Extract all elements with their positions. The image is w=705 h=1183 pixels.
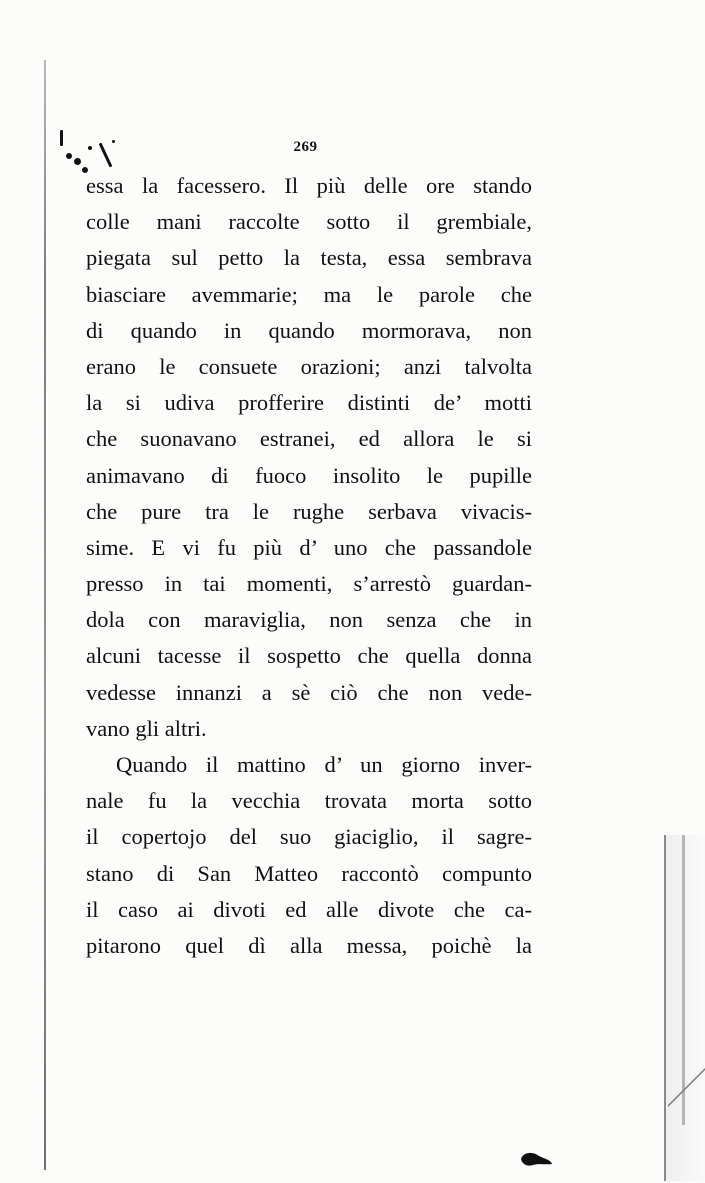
text-line: erano le consuete orazioni; anzi talvolta (86, 353, 532, 379)
ink-blot (519, 1150, 553, 1168)
text-line: stano di San Matteo raccontò compunto (86, 860, 532, 886)
paragraph-first-line: Quando il mattino d’ un giorno inver- (116, 752, 532, 777)
page-number: 269 (293, 139, 318, 155)
text-line: nale fu la vecchia trovata morta sotto (86, 788, 532, 814)
text-line: che pure tra le rughe serbava vivacis- (86, 498, 532, 524)
text-line: animavano di fuoco insolito le pupille (86, 462, 532, 488)
text-line: biasciare avemmarie; ma le parole che (86, 281, 532, 307)
text-line: sime. E vi fu più d’ uno che passandole (86, 534, 532, 560)
text-line: il copertojo del suo giaciglio, il sagre- (86, 824, 532, 850)
text-line: vedesse innanzi a sè ciò che non vede- (86, 679, 532, 705)
text-line: vano gli altri. (86, 715, 207, 741)
text-line: colle mani raccolte sotto il grembiale, (86, 209, 532, 235)
adjacent-page-edge (664, 835, 705, 1181)
text-line: dola con maraviglia, non senza che in (86, 607, 532, 633)
body-text (86, 168, 532, 964)
text-line: la si udiva profferire distinti de’ motti (86, 390, 532, 416)
text-line: che suonavano estranei, ed allora le si (86, 426, 532, 452)
text-line: pitarono quel dì alla messa, poichè la (86, 932, 532, 958)
text-line: presso in tai momenti, s’arrestò guardan- (86, 571, 532, 597)
text-line: essa la facessero. Il più delle ore stando (86, 173, 532, 198)
page-gutter-shadow (44, 60, 46, 1170)
text-line: il caso ai divoti ed alle divote che ca- (86, 896, 532, 922)
text-line: piegata sul petto la testa, essa sembrava (86, 245, 532, 271)
text-line: alcuni tacesse il sospetto che quella donna (86, 643, 532, 669)
text-line: di quando in quando mormorava, non (86, 317, 532, 343)
